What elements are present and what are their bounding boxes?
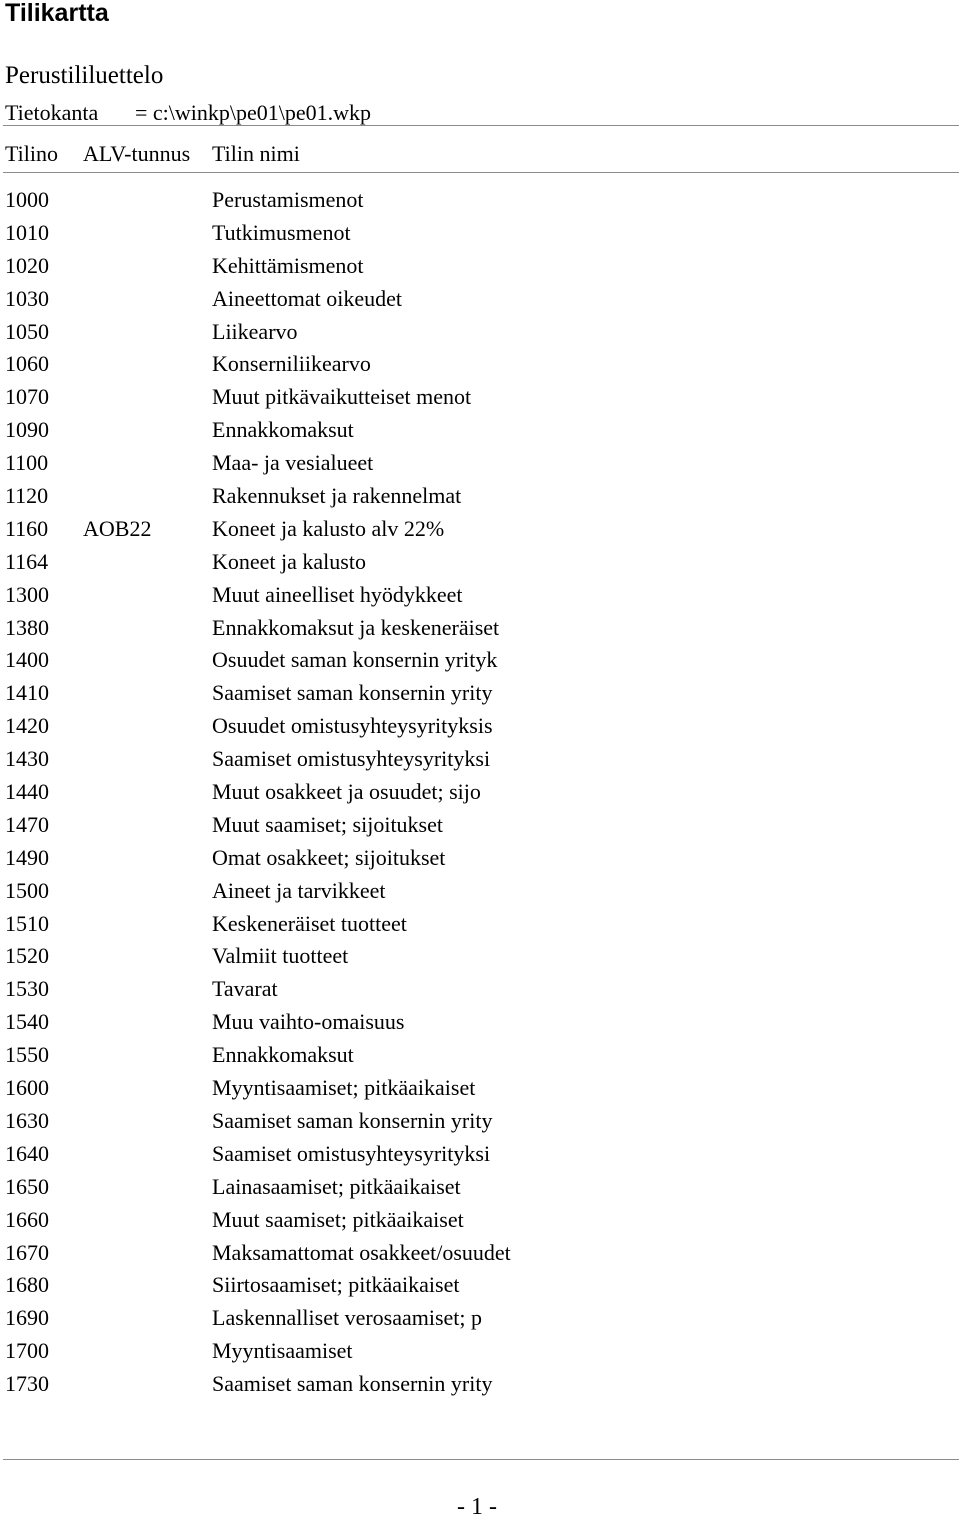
table-row (0, 746, 960, 779)
table-row (0, 351, 960, 384)
account-number: 1420 (5, 713, 49, 739)
account-number: 1100 (5, 450, 49, 476)
account-name: Muu vaihto-omaisuus (212, 1009, 405, 1035)
account-number: 1530 (5, 976, 49, 1002)
table-row (0, 384, 960, 417)
account-number: 1500 (5, 877, 49, 903)
account-number: 1520 (5, 943, 49, 969)
account-name: Lainasaamiset; pitkäaikaiset (212, 1173, 461, 1199)
account-number: 1660 (5, 1206, 49, 1232)
column-header-account-no: Tilino (5, 141, 59, 166)
account-number: 1640 (5, 1140, 49, 1166)
table-row (0, 516, 960, 549)
account-name: Saamiset saman konsernin yrity (212, 1371, 493, 1397)
table-row (0, 713, 960, 746)
table-row (0, 253, 960, 286)
account-name: Kehittämismenot (212, 252, 364, 278)
account-name: Ennakkomaksut (212, 1042, 354, 1068)
table-row (0, 1042, 960, 1075)
account-number: 1070 (5, 384, 49, 410)
account-name: Siirtosaamiset; pitkäaikaiset (212, 1272, 460, 1298)
account-number: 1090 (5, 417, 49, 443)
table-row (0, 647, 960, 680)
page-number: - 1 - (457, 1494, 497, 1520)
database-path: = c:\winkp\pe01\pe01.wkp (135, 100, 372, 125)
account-table (0, 187, 960, 1404)
table-row (0, 1108, 960, 1141)
table-row (0, 187, 960, 220)
account-number: 1164 (5, 548, 49, 574)
account-name: Muut saamiset; sijoitukset (212, 811, 443, 837)
account-number: 1630 (5, 1107, 49, 1133)
table-row (0, 450, 960, 483)
account-name: Tavarat (212, 976, 278, 1002)
account-name: Myyntisaamiset; pitkäaikaiset (212, 1075, 476, 1101)
table-row (0, 976, 960, 1009)
account-name: Saamiset omistusyhteysyrityksi (212, 746, 491, 772)
account-name: Muut osakkeet ja osuudet; sijo (212, 779, 481, 805)
table-row (0, 417, 960, 450)
account-number: 1690 (5, 1305, 49, 1331)
account-name: Saamiset saman konsernin yrity (212, 680, 493, 706)
table-row (0, 1141, 960, 1174)
table-row (0, 1305, 960, 1338)
account-name: Myyntisaamiset (212, 1338, 353, 1364)
account-number: 1440 (5, 779, 49, 805)
table-row (0, 779, 960, 812)
column-header-vat-code: ALV-tunnus (83, 141, 191, 166)
header-divider-top (3, 125, 959, 126)
table-row (0, 1174, 960, 1207)
table-row (0, 286, 960, 319)
database-label: Tietokanta (5, 100, 99, 125)
account-number: 1120 (5, 483, 49, 509)
page-title: Tilikartta (5, 0, 109, 27)
column-header-account-name: Tilin nimi (212, 141, 300, 166)
account-number: 1400 (5, 647, 49, 673)
account-number: 1000 (5, 187, 49, 212)
account-name: Osuudet omistusyhteysyrityksis (212, 713, 493, 739)
table-row (0, 1272, 960, 1305)
table-row (0, 1371, 960, 1404)
table-row (0, 1240, 960, 1273)
account-name: Muut pitkävaikutteiset menot (212, 384, 472, 410)
footer-divider (3, 1459, 959, 1460)
account-name: Tutkimusmenot (212, 219, 351, 245)
account-name: Keskeneräiset tuotteet (212, 910, 407, 936)
table-row (0, 319, 960, 352)
account-name: Liikearvo (212, 318, 298, 344)
account-name: Aineet ja tarvikkeet (212, 877, 386, 903)
page-subtitle: Perustililuettelo (5, 62, 164, 89)
account-number: 1300 (5, 581, 49, 607)
account-number: 1030 (5, 285, 49, 311)
account-name: Konserniliikearvo (212, 351, 371, 377)
table-row (0, 1009, 960, 1042)
account-name: Perustamismenot (212, 187, 364, 212)
header-divider-bottom (3, 172, 959, 173)
account-number: 1470 (5, 811, 49, 837)
account-number: 1060 (5, 351, 49, 377)
account-number: 1160 (5, 515, 49, 541)
account-number: 1700 (5, 1338, 49, 1364)
account-number: 1670 (5, 1239, 49, 1265)
account-name: Omat osakkeet; sijoitukset (212, 844, 446, 870)
table-row (0, 1075, 960, 1108)
account-name: Koneet ja kalusto (212, 548, 366, 574)
table-row (0, 582, 960, 615)
account-name: Muut saamiset; pitkäaikaiset (212, 1206, 464, 1232)
account-number: 1410 (5, 680, 49, 706)
account-name: Koneet ja kalusto alv 22% (212, 515, 445, 541)
account-number: 1010 (5, 219, 49, 245)
account-number: 1550 (5, 1042, 49, 1068)
table-row (0, 549, 960, 582)
account-name: Maksamattomat osakkeet/osuudet (212, 1239, 511, 1265)
table-row (0, 943, 960, 976)
table-row (0, 220, 960, 253)
vat-code: AOB22 (83, 515, 152, 541)
account-name: Muut aineelliset hyödykkeet (212, 581, 463, 607)
account-name: Valmiit tuotteet (212, 943, 349, 969)
account-number: 1650 (5, 1173, 49, 1199)
table-row (0, 1338, 960, 1371)
account-name: Saamiset omistusyhteysyrityksi (212, 1140, 491, 1166)
account-number: 1380 (5, 614, 49, 640)
table-row (0, 812, 960, 845)
account-number: 1540 (5, 1009, 49, 1035)
account-name: Rakennukset ja rakennelmat (212, 483, 462, 509)
account-name: Saamiset saman konsernin yrity (212, 1107, 493, 1133)
account-number: 1050 (5, 318, 49, 344)
account-name: Maa- ja vesialueet (212, 450, 374, 476)
table-row (0, 911, 960, 944)
account-number: 1600 (5, 1075, 49, 1101)
account-number: 1730 (5, 1371, 49, 1397)
account-number: 1430 (5, 746, 49, 772)
account-name: Ennakkomaksut (212, 417, 354, 443)
account-number: 1490 (5, 844, 49, 870)
table-row (0, 1207, 960, 1240)
table-row (0, 878, 960, 911)
table-row (0, 483, 960, 516)
account-name: Ennakkomaksut ja keskeneräiset (212, 614, 500, 640)
table-row (0, 615, 960, 648)
table-row (0, 680, 960, 713)
account-name: Laskennalliset verosaamiset; p (212, 1305, 483, 1331)
account-name: Aineettomat oikeudet (212, 285, 402, 311)
account-number: 1680 (5, 1272, 49, 1298)
account-name: Osuudet saman konsernin yrityk (212, 647, 498, 673)
table-row (0, 845, 960, 878)
account-number: 1020 (5, 252, 49, 278)
account-number: 1510 (5, 910, 49, 936)
